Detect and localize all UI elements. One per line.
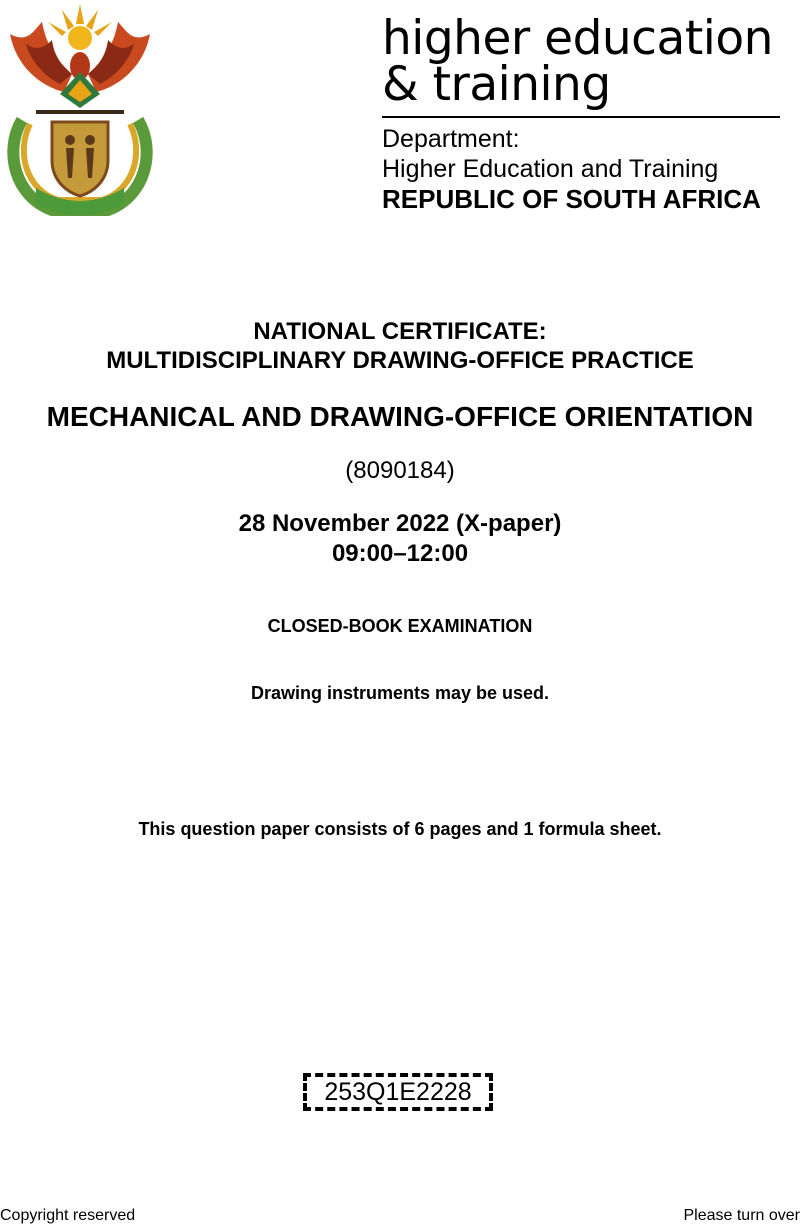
pages-note: This question paper consists of 6 pages and 1 formula sheet. (138, 819, 662, 839)
footer-copyright: Copyright reserved (0, 1207, 136, 1224)
programme-title: MULTIDISCIPLINARY DRAWING-OFFICE PRACTICE (106, 347, 694, 374)
exam-date: 28 November 2022 (X-paper) (238, 510, 562, 537)
subject-title: MECHANICAL AND DRAWING-OFFICE ORIENTATION (46, 401, 754, 432)
paper-code-box (303, 1073, 493, 1111)
exam-time: 09:00–12:00 (331, 540, 469, 567)
coat-of-arms-logo (0, 0, 160, 216)
department-label: Department: (382, 125, 520, 153)
department-name: Higher Education and Training (382, 155, 719, 183)
brand-title-line1: higher education (382, 11, 773, 66)
exam-instructions: Drawing instruments may be used. (250, 683, 550, 703)
certificate-title: NATIONAL CERTIFICATE: (253, 318, 547, 345)
paper-code: 253Q1E2228 (324, 1077, 472, 1106)
brand-title-line2: & training (382, 57, 611, 112)
brand-divider (382, 116, 780, 118)
country-name: REPUBLIC OF SOUTH AFRICA (382, 184, 761, 214)
footer-turn-over: Please turn over (683, 1207, 800, 1224)
subject-code: (8090184) (345, 457, 455, 484)
exam-type: CLOSED-BOOK EXAMINATION (267, 616, 533, 636)
